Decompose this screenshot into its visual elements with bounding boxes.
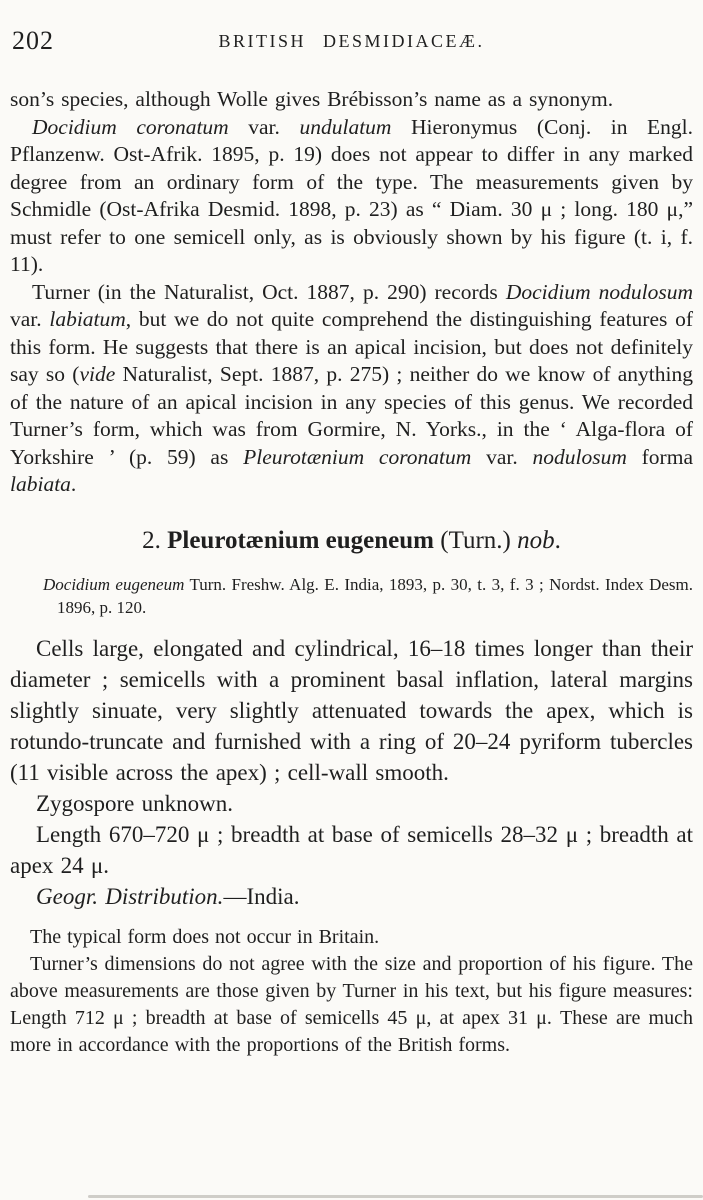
text-run: . — [554, 526, 561, 554]
text-run: . — [70, 472, 77, 496]
text-run: Docidium nodulosum — [505, 279, 693, 304]
dimensions-line — [10, 819, 693, 881]
text-run: Cells large, elongated and cylindrical, 16–18 times longer than their diameter ; semicells with a prominent basal inflation, lateral margins slightly sinuate, very slightly attenuated towards the apex, which is rotundo-truncate and furnished with a ring of 20–24 pyriform tubercles (11 visible across the apex) ; cell-wall smooth. — [10, 635, 693, 785]
text-run: Turn. Freshw. Alg. E. India, 1893, p. 30, t. 3, f. 3 ; Nordst. Index Desm. 1896, p. 120. — [57, 574, 694, 617]
text-run: nodulosum — [532, 444, 627, 469]
description-section — [10, 633, 693, 912]
text-run: The typical form does not occur in Britain. — [30, 925, 380, 948]
text-run: (Turn.) — [434, 526, 518, 554]
text-run: vide — [79, 362, 116, 386]
text-run: Docidium eugeneum — [43, 574, 185, 594]
text-run: Naturalist, Sept. 1887, p. 275) ; neither do we know of anything of the nature of an apical incision in any species of this genus. We recorded Turner’s form, which was from Gormire, N. Yorks., in the ‘ Alga-flora of Yorkshire ’ (p. 59) as — [10, 362, 694, 469]
text-run: forma — [626, 444, 693, 469]
text-run: var. — [10, 307, 50, 331]
text-run: labiatum — [49, 307, 126, 331]
continuation-paragraph — [10, 86, 693, 114]
text-run: labiata — [10, 472, 71, 496]
text-run: undulatum — [299, 114, 392, 139]
description-paragraph — [10, 633, 693, 788]
commentary-paragraph — [10, 279, 693, 499]
notes-section — [10, 924, 693, 1059]
note-paragraph — [10, 924, 693, 951]
text-run: , but we do not quite comprehend the distinguishing features of this form. He suggests that there is an apical incision, but does not definitely say so ( — [10, 307, 693, 386]
text-run: —India. — [223, 883, 300, 909]
page-number: 202 — [12, 26, 54, 55]
text-run: var. — [228, 114, 300, 139]
text-run: son’s species, although Wolle gives Brébisson’s name as a synonym. — [10, 87, 614, 111]
text-run: nob — [517, 526, 555, 554]
text-run: Geogr. Distribution. — [36, 883, 224, 909]
text-run: Turner (in the Naturalist, Oct. 1887, p. 290) records — [32, 279, 506, 304]
distribution-line — [10, 881, 693, 912]
text-run: var. — [471, 444, 533, 469]
text-run: Pleurotænium coronatum — [243, 444, 472, 469]
running-title: BRITISH DESMIDIACEÆ. — [218, 31, 485, 51]
zygospore-line — [10, 788, 693, 819]
synonymy-citation — [10, 573, 693, 619]
text-run: Docidium coronatum — [32, 114, 229, 139]
intro-section — [10, 86, 693, 499]
text-run: Pleurotænium eugeneum — [167, 526, 435, 554]
text-run: 2. — [142, 526, 168, 554]
note-paragraph — [10, 951, 693, 1059]
text-run: Turner’s dimensions do not agree with the size and proportion of his figure. The above measurements are those given by Turner in his text, but his figure measures: Length 712 μ ; breadth at base of semicells 45 μ, at apex 31 μ. These are much more in accordance with the proportions of the British forms. — [10, 952, 693, 1056]
text-run: Zygospore unknown. — [36, 790, 233, 816]
text-run: Hieronymus (Conj. in Engl. Pflanzenw. Ost-Afrik. 1895, p. 19) does not appear to differ in any marked degree from an ordinary form of the type. The measurements given by Schmidle (Ost-Afrika Desmid. 1898, p. 23) as “ Diam. 30 μ ; long. 180 μ,” must refer to one semicell only, as is obviously shown by his figure (t. i, f. 11). — [10, 114, 693, 276]
species-heading — [10, 525, 693, 557]
page-edge-shadow — [88, 1195, 703, 1198]
page-header — [10, 26, 693, 56]
text-run: Length 670–720 μ ; breadth at base of semicells 28–32 μ ; breadth at apex 24 μ. — [10, 821, 693, 878]
commentary-paragraph — [10, 114, 693, 279]
